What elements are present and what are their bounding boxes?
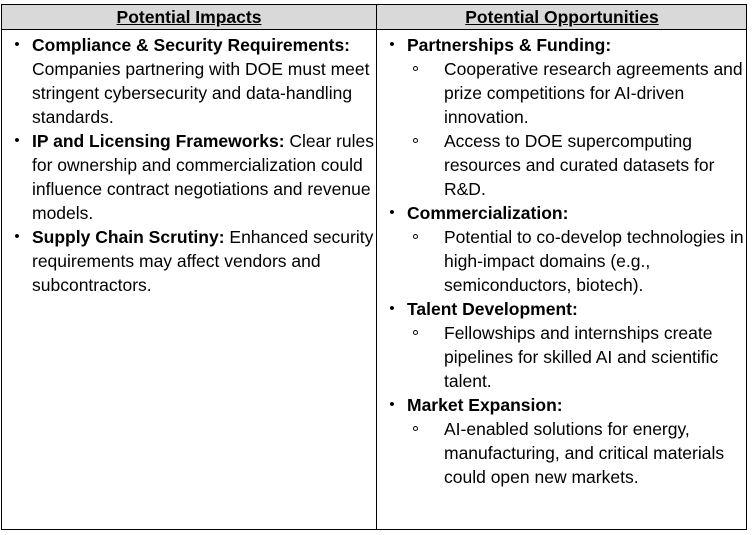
opportunity-term: Partnerships & Funding:: [407, 35, 612, 55]
opportunity-subitem-text: AI-enabled solutions for energy, manufacturing, and critical materials could open new markets.: [444, 419, 725, 487]
bullet-icon: •: [389, 204, 395, 221]
opportunity-item-partnerships: [377, 33, 747, 201]
opportunities-cell: [377, 30, 751, 489]
impacts-cell: [2, 30, 382, 297]
opportunity-subitem: [407, 417, 747, 489]
impacts-list: [2, 30, 376, 297]
bullet-icon: •: [389, 300, 395, 317]
bullet-icon: •: [14, 132, 20, 149]
opportunity-subitems: [407, 417, 747, 489]
impact-item-ip-licensing: [2, 129, 376, 225]
bullet-icon: •: [14, 36, 20, 53]
impact-item-compliance: [2, 33, 376, 129]
opportunity-item-commercialization: [377, 201, 747, 297]
circle-bullet-icon: [413, 138, 418, 143]
opportunity-subitem: [407, 57, 747, 129]
circle-bullet-icon: [413, 234, 418, 239]
impact-term: Compliance & Security Requirements:: [32, 35, 350, 55]
impact-term: IP and Licensing Frameworks:: [32, 131, 285, 151]
header-potential-opportunities: Potential Opportunities: [465, 7, 659, 27]
opportunity-subitems: [407, 57, 747, 201]
impact-text: Companies partnering with DOE must meet stringent cybersecurity and data-handling standards.: [32, 59, 370, 127]
table-header-row: [2, 5, 746, 30]
circle-bullet-icon: [413, 66, 418, 71]
circle-bullet-icon: [413, 426, 418, 431]
opportunity-subitem: [407, 321, 747, 393]
bullet-icon: •: [389, 36, 395, 53]
impacts-opportunities-table: [1, 4, 747, 530]
opportunity-subitem-text: Cooperative research agreements and prize competitions for AI-driven innovation.: [444, 59, 743, 127]
bullet-icon: •: [389, 396, 395, 413]
opportunity-subitem: [407, 225, 747, 297]
opportunity-subitems: [407, 321, 747, 393]
opportunity-subitem-text: Potential to co-develop technologies in high-impact domains (e.g., semiconductors, biotech).: [444, 227, 744, 295]
impact-text: Clear rules for ownership and commercialization could influence contract negotiations and revenue models.: [32, 131, 375, 223]
circle-bullet-icon: [413, 330, 418, 335]
opportunity-subitem-text: Fellowships and internships create pipelines for skilled AI and scientific talent.: [444, 323, 719, 391]
bullet-icon: •: [14, 228, 20, 245]
opportunity-subitem-text: Access to DOE supercomputing resources and curated datasets for R&D.: [444, 131, 715, 199]
impact-item-supply-chain: [2, 225, 376, 297]
header-potential-impacts: Potential Impacts: [116, 7, 262, 27]
opportunity-term: Market Expansion:: [407, 395, 563, 415]
impact-text: Enhanced security requirements may affect vendors and subcontractors.: [32, 227, 374, 295]
opportunities-list: [377, 30, 747, 489]
impact-term: Supply Chain Scrutiny:: [32, 227, 225, 247]
opportunity-term: Talent Development:: [407, 299, 578, 319]
opportunity-term: Commercialization:: [407, 203, 569, 223]
opportunity-subitem: [407, 129, 747, 201]
opportunity-subitems: [407, 225, 747, 297]
opportunity-item-market-expansion: [377, 393, 747, 489]
opportunity-item-talent: [377, 297, 747, 393]
